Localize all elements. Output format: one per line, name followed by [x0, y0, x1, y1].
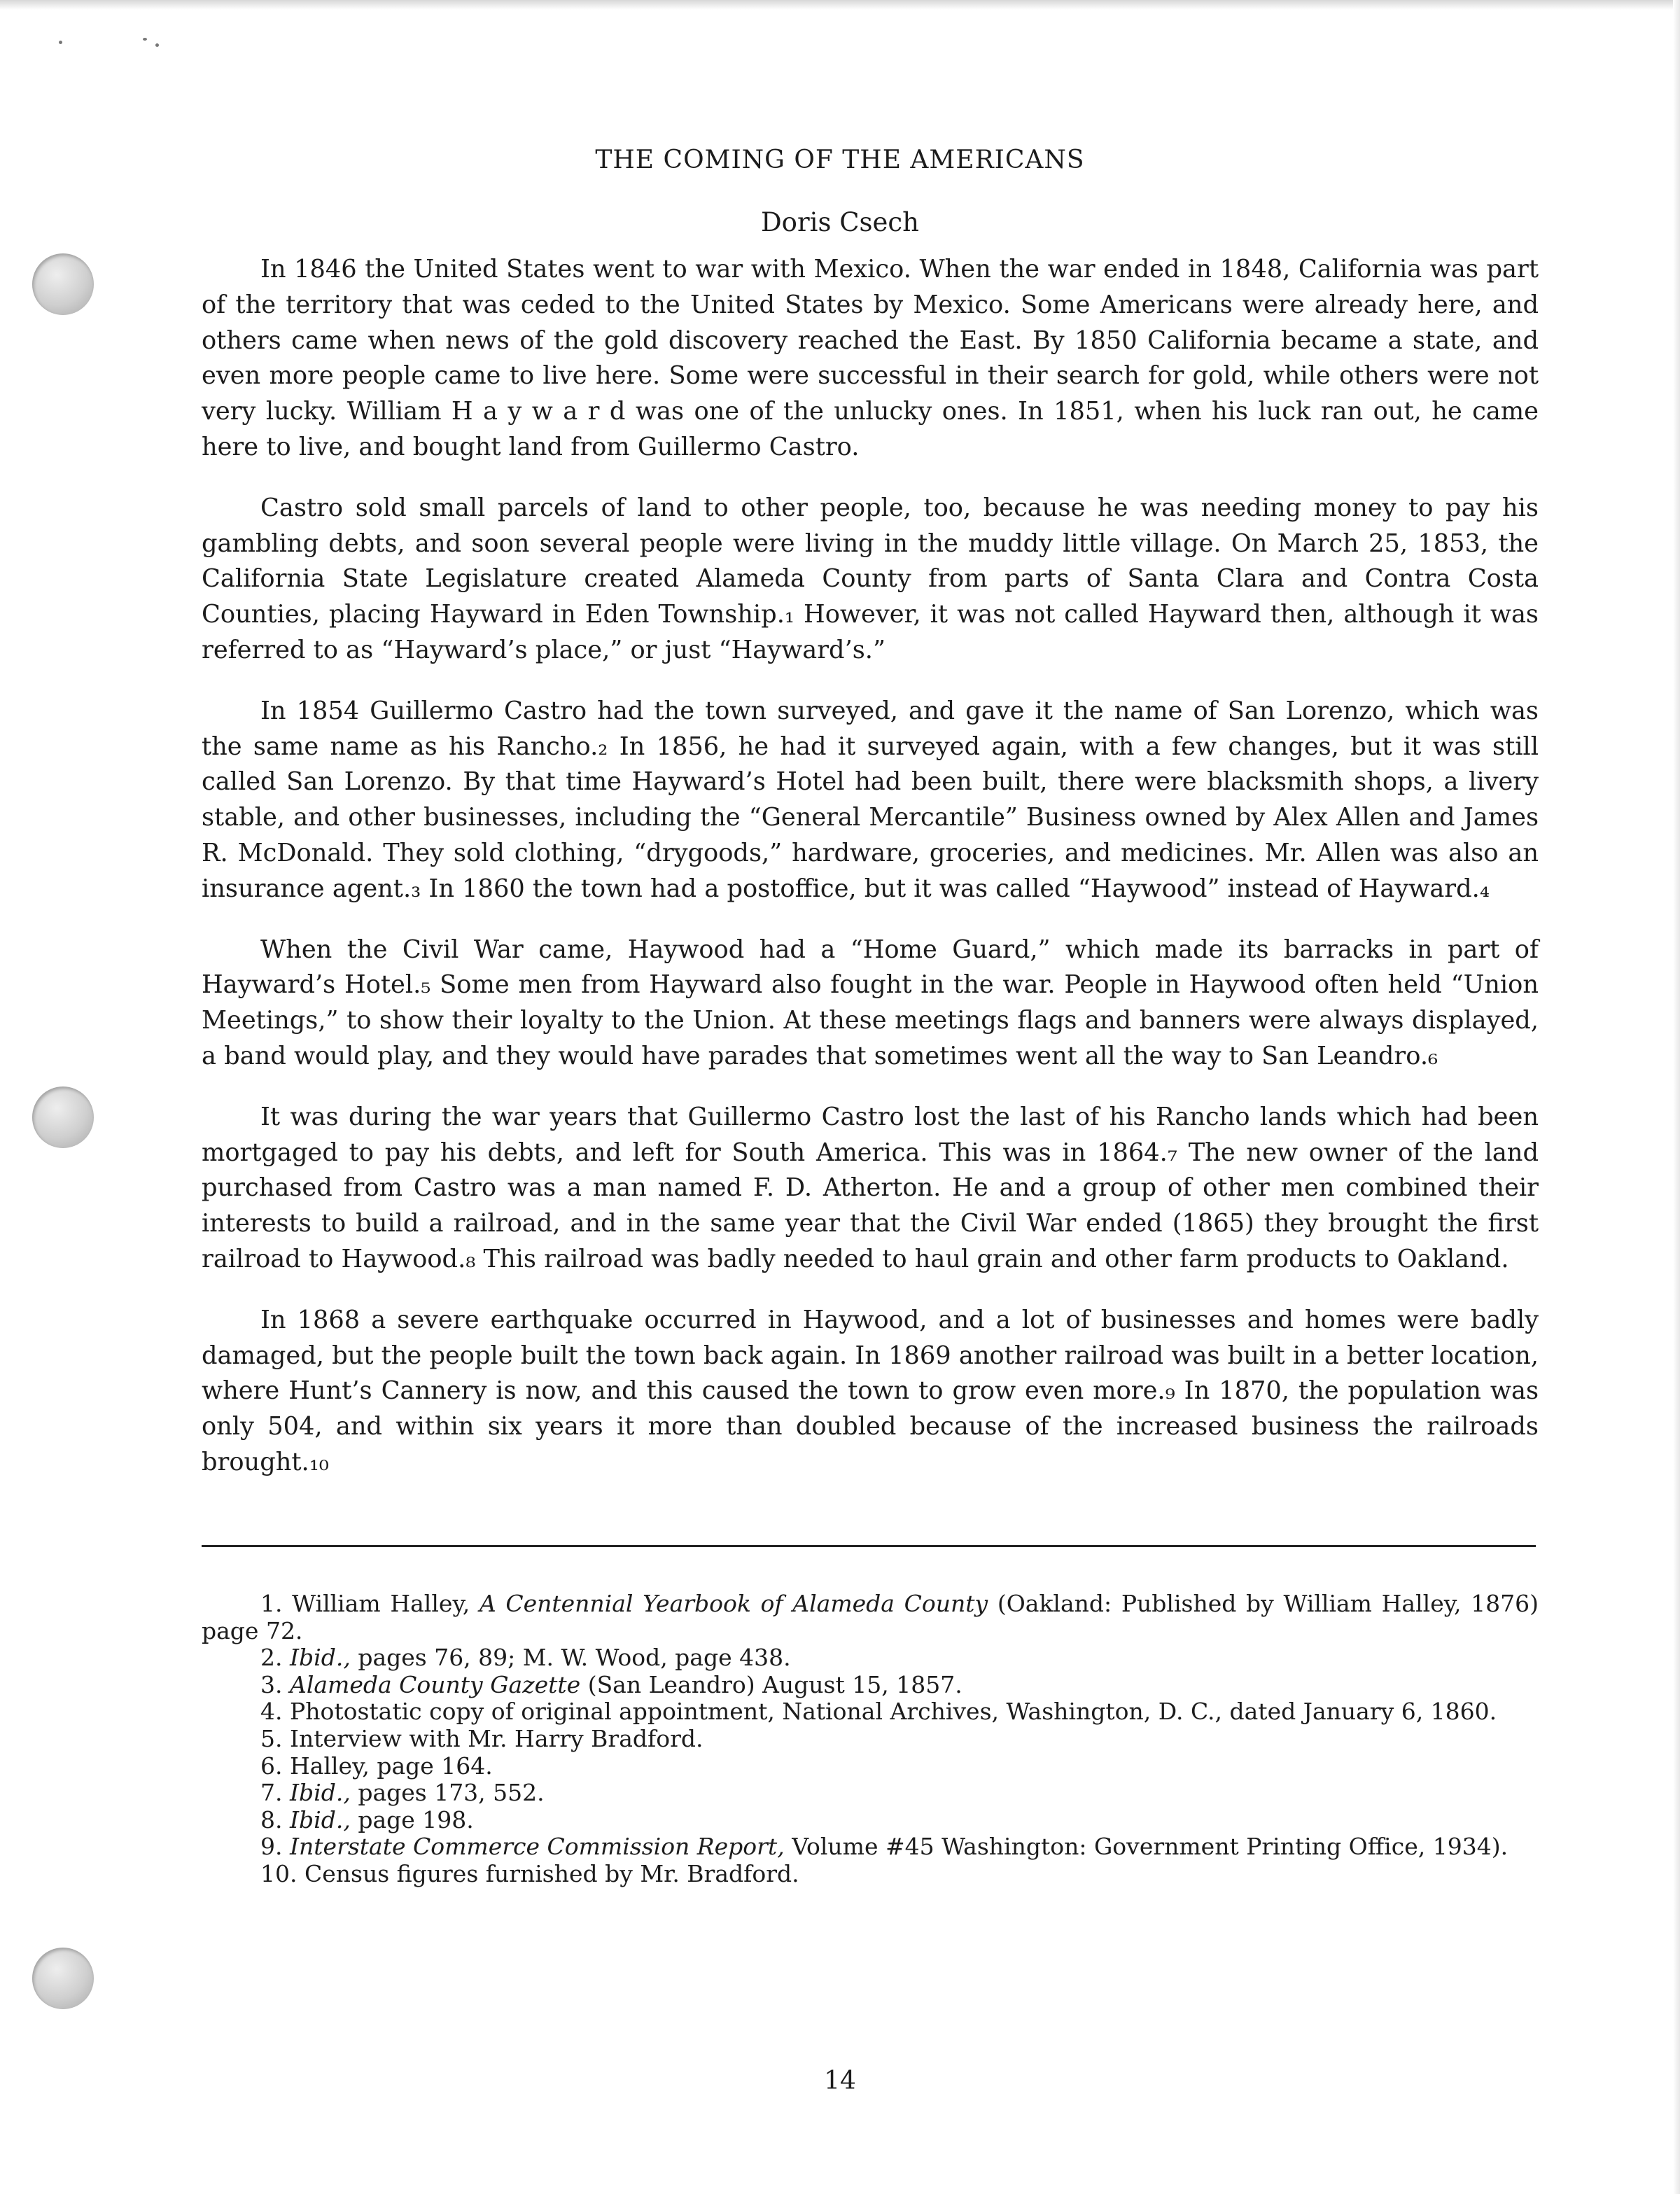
footnote-number: 5.	[260, 1724, 283, 1752]
footnote	[202, 1833, 1539, 1861]
scan-speck	[143, 38, 147, 41]
footnote-number: 6.	[260, 1752, 283, 1780]
paragraph: Castro sold small parcels of land to other people, too, because he was needing money to pay his gambling debts, and soon several people were living in the muddy little village. On March 25, 1853, the California State Legislature created Alameda County from parts of Santa Clara and Contra Costa Counties, placing Hayward in Eden Township.₁ However, it was not called Hayward then, although it was referred to as “Hayward’s place,” or just “Hayward’s.”	[202, 493, 1539, 664]
footnote	[202, 1753, 1539, 1780]
footnote-text: (San Leandro) August 15, 1857.	[580, 1670, 962, 1698]
footnote-divider	[202, 1545, 1536, 1547]
footnote-text: Census figures furnished by Mr. Bradford.	[304, 1859, 799, 1887]
footnote-text: page 198.	[350, 1805, 474, 1833]
footnote-text: Photostatic copy of original appointment, National Archives, Washington, D. C., dated January 6, 1860.	[290, 1698, 1497, 1726]
footnote	[202, 1861, 1539, 1888]
footnote-text: (Oakland: Published by William Halley, 1876) page 72.	[202, 1590, 1539, 1644]
footnote-text: pages 76, 89; M. W. Wood, page 438.	[350, 1644, 791, 1672]
footnote	[202, 1780, 1539, 1807]
footnote-title: Ibid.,	[290, 1805, 351, 1833]
binder-hole	[32, 253, 94, 315]
footnote	[202, 1591, 1539, 1644]
footnote-number: 9.	[260, 1833, 283, 1861]
paragraph: In 1868 a severe earthquake occurred in Haywood, and a lot of businesses and homes were badly damaged, but the people built the town back again. In 1869 another railroad was built in a better location, where Hunt’s Cannery is now, and this caused the town to grow even more.₉ In 1870, the population was only 504, and within six years it more than doubled because of the increased business the railroads brought.₁₀	[202, 1305, 1539, 1476]
footnote-number: 4.	[260, 1698, 283, 1726]
author-name: Doris Csech	[761, 207, 919, 237]
binder-hole	[32, 1086, 94, 1148]
footnote	[202, 1672, 1539, 1699]
article-body	[202, 252, 1539, 1506]
footnote-number: 2.	[260, 1644, 283, 1672]
footnote	[202, 1726, 1539, 1753]
footnote-title: Ibid.,	[290, 1644, 351, 1672]
footnote	[202, 1644, 1539, 1672]
scan-speck	[155, 43, 159, 47]
footnote-text: Halley, page 164.	[290, 1752, 493, 1780]
paragraph: In 1846 the United States went to war with Mexico. When the war ended in 1848, California was part of the territory that was ceded to the United States by Mexico. Some Americans were already here, and others came when news of the gold discovery reached the East. By 1850 California became a state, and even more people came to live here. Some were successful in their search for gold, while others were not very lucky. William H a y w a r d was one of the unlucky ones. In 1851, when his luck ran out, he came here to live, and bought land from Guillermo Castro.	[202, 255, 1539, 461]
footnote	[202, 1807, 1539, 1834]
footnote-number: 7.	[260, 1779, 283, 1807]
footnote-title: Ibid.,	[290, 1779, 351, 1807]
footnote-text: William Halley,	[292, 1590, 479, 1617]
scan-top-edge	[0, 0, 1680, 10]
binder-hole	[32, 1948, 94, 2009]
footnote-number: 3.	[260, 1670, 283, 1698]
paragraph: It was during the war years that Guillermo Castro lost the last of his Rancho lands which had been mortgaged to pay his debts, and left for South America. This was in 1864.₇ The new owner of the land purchased from Castro was a man named F. D. Atherton. He and a group of other men combined their interests to build a railroad, and in the same year that the Civil War ended (1865) they brought the first railroad to Haywood.₈ This railroad was badly needed to haul grain and other farm products to Oakland.	[202, 1102, 1539, 1273]
footnote-number: 1.	[260, 1590, 283, 1617]
page-title: THE COMING OF THE AMERICANS	[595, 146, 1085, 174]
page-number: 14	[824, 2067, 856, 2095]
footnote-text: Volume #45 Washington: Government Printing Office, 1934).	[784, 1833, 1508, 1861]
footnote-title: Interstate Commerce Commission Report,	[290, 1833, 785, 1861]
paragraph: In 1854 Guillermo Castro had the town surveyed, and gave it the name of San Lorenzo, which was the same name as his Rancho.₂ In 1856, he had it surveyed again, with a few changes, but it was still called San Lorenzo. By that time Hayward’s Hotel had been built, there were blacksmith shops, a livery stable, and other businesses, including the “General Mercantile” Business owned by Alex Allen and James R. McDonald. They sold clothing, “drygoods,” hardware, groceries, and medicines. Mr. Allen was also an insurance agent.₃ In 1860 the town had a postoffice, but it was called “Haywood” instead of Hayward.₄	[202, 696, 1539, 903]
footnote-text: Interview with Mr. Harry Bradford.	[290, 1724, 704, 1752]
footnote-title: Alameda County Gazette	[290, 1670, 581, 1698]
footnote-number: 10.	[260, 1859, 298, 1887]
footnote	[202, 1698, 1539, 1726]
scan-right-edge	[1673, 0, 1680, 2194]
footnote-text: pages 173, 552.	[350, 1779, 545, 1807]
footnotes	[202, 1591, 1539, 1888]
footnote-title: A Centennial Yearbook of Alameda County	[479, 1590, 988, 1617]
footnote-number: 8.	[260, 1805, 283, 1833]
paragraph: When the Civil War came, Haywood had a “Home Guard,” which made its barracks in part of Hayward’s Hotel.₅ Some men from Hayward also fought in the war. People in Haywood often held “Union Meetings,” to show their loyalty to the Union. At these meetings flags and banners were always displayed, a band would play, and they would have parades that sometimes went all the way to San Leandro.₆	[202, 935, 1539, 1070]
scan-speck	[59, 41, 62, 44]
